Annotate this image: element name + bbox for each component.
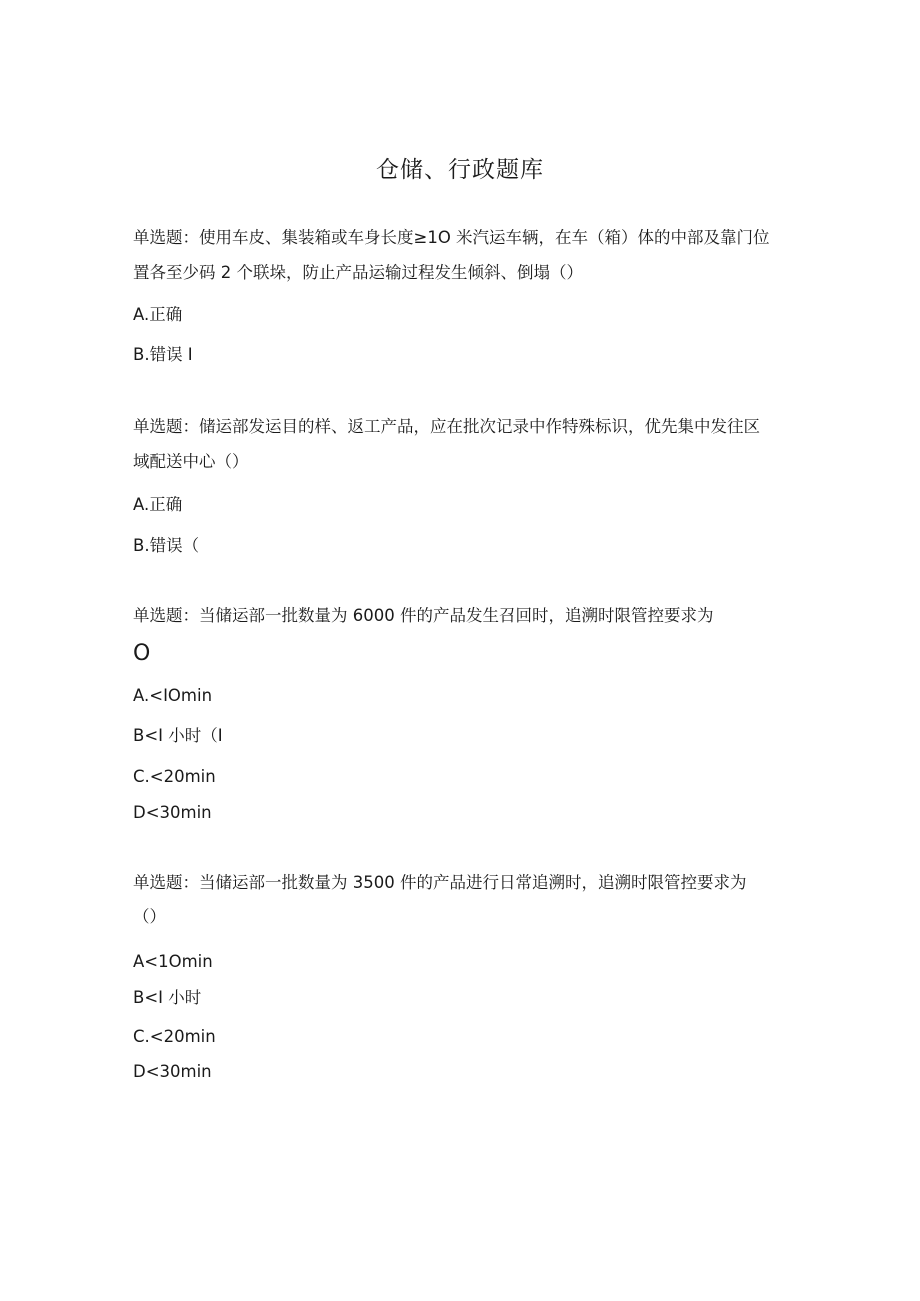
question-4-option-b: B<I 小时	[133, 988, 202, 1007]
question-3-option-c: C.<20min	[133, 767, 216, 786]
question-2-stem-line-1: 单选题：储运部发运目的样、返工产品，应在批次记录中作特殊标识，优先集中发往区	[133, 417, 760, 436]
question-4-option-a: A<1Omin	[133, 952, 213, 971]
question-4-option-c: C.<20min	[133, 1027, 216, 1046]
question-1-stem-line-2: 置各至少码 2 个联垛，防止产品运输过程发生倾斜、倒塌（）	[133, 263, 583, 282]
question-2-option-a: A.正确	[133, 495, 183, 514]
page-title: 仓储、行政题库	[376, 157, 544, 183]
question-4-stem-line-1: 单选题：当储运部一批数量为 3500 件的产品进行日常追溯时，追溯时限管控要求为	[133, 873, 747, 892]
question-3-stem-line-2: O	[133, 641, 151, 666]
question-3-option-d: D<30min	[133, 803, 212, 822]
question-2-option-b: B.错误（	[133, 536, 200, 555]
question-3-option-b: B<I 小时（I	[133, 726, 223, 745]
question-4-option-d: D<30min	[133, 1062, 212, 1081]
question-2-stem-line-2: 域配送中心（）	[133, 452, 249, 471]
question-1-option-b: B.错误 I	[133, 345, 193, 364]
question-3-option-a: A.<IOmin	[133, 686, 213, 705]
question-3-stem-line-1: 单选题：当储运部一批数量为 6000 件的产品发生召回时，追溯时限管控要求为	[133, 606, 714, 625]
question-1-stem-line-1: 单选题：使用车皮、集装箱或车身长度≥1O 米汽运车辆，在车（箱）体的中部及靠门位	[133, 228, 770, 247]
question-1-option-a: A.正确	[133, 305, 183, 324]
question-4-stem-line-2: （）	[133, 907, 166, 926]
